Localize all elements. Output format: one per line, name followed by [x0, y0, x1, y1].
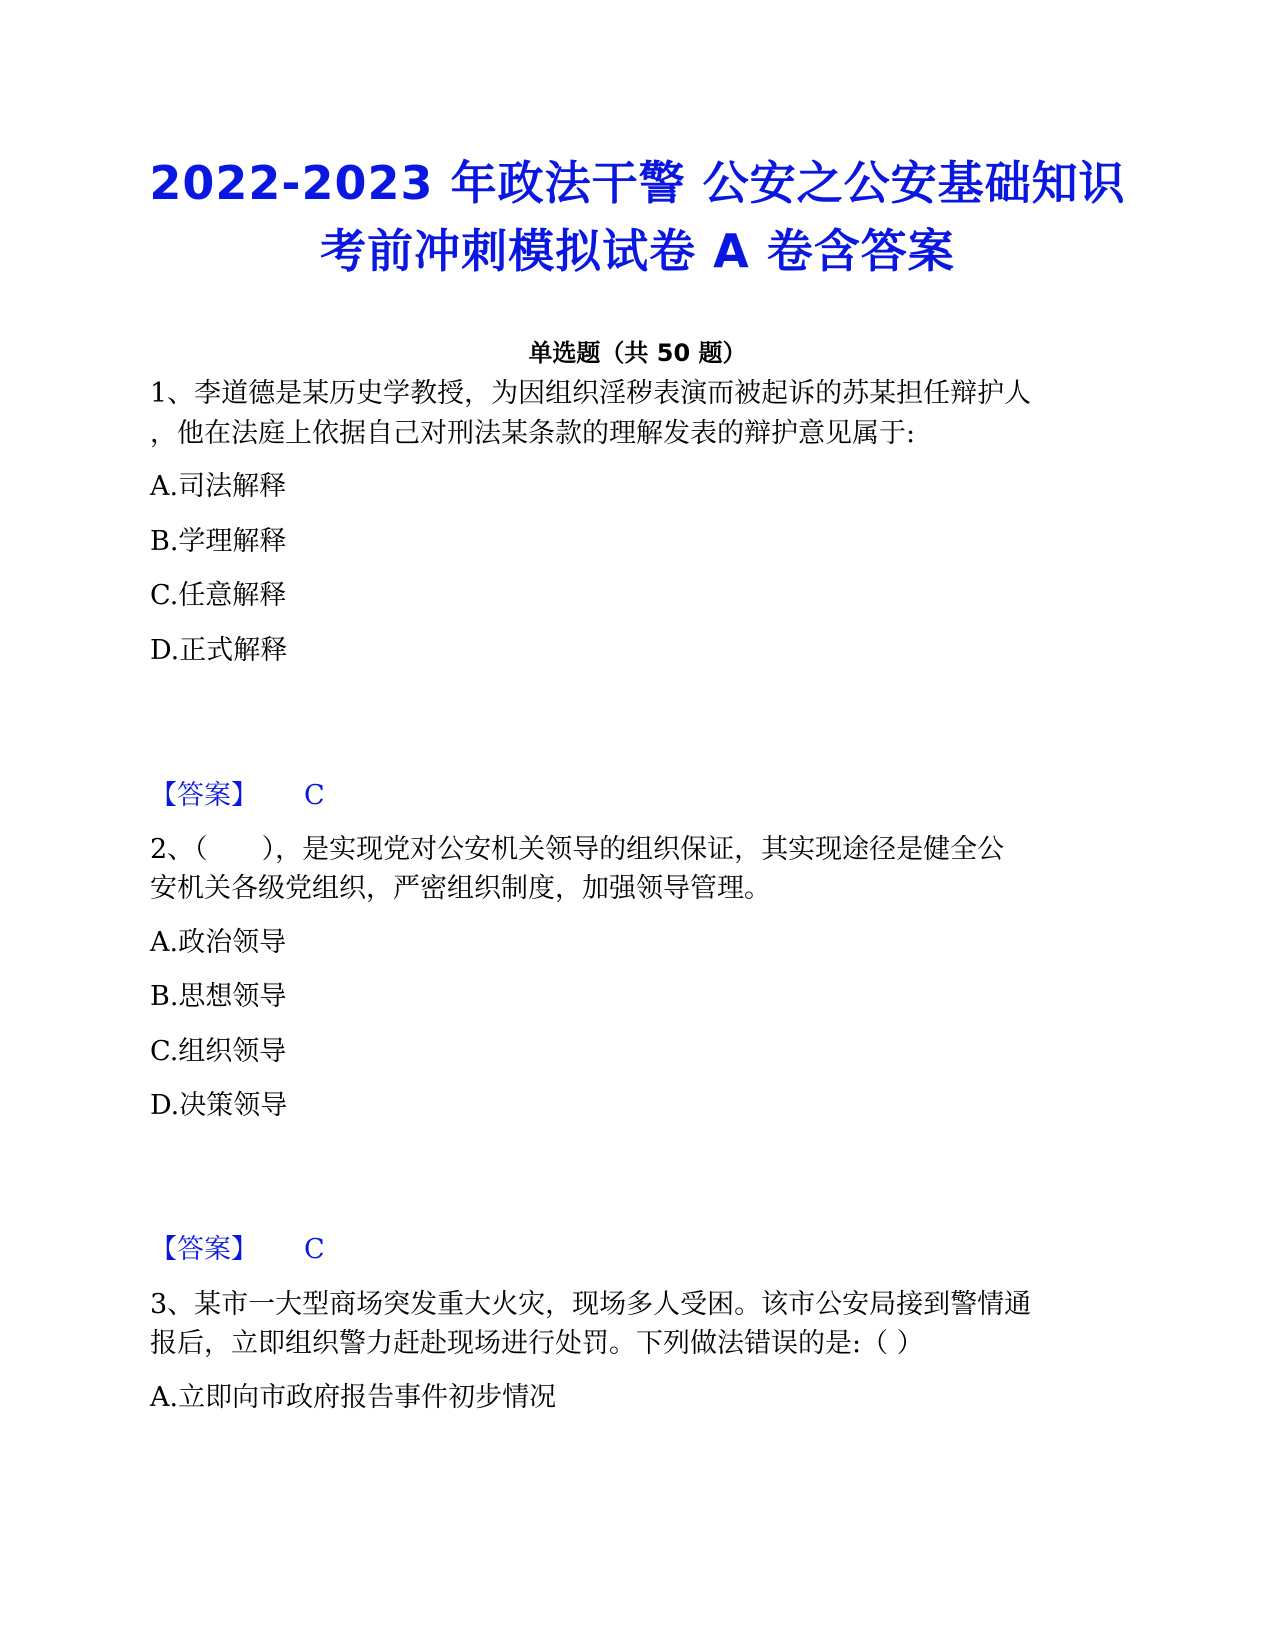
question-1-answer: [150, 776, 325, 816]
question-1-option-c: C.任意解释: [150, 580, 287, 611]
question-2-option-c: C.组织领导: [150, 1036, 287, 1067]
question-2-stem-line-2: 安机关各级党组织，严密组织制度，加强领导管理。: [150, 873, 771, 904]
question-2-option-b: B.思想领导: [150, 981, 287, 1012]
answer-label: 【答案】: [150, 1234, 258, 1265]
question-1-stem-line-1: 1、李道德是某历史学教授，为因组织淫秽表演而被起诉的苏某担任辩护人: [150, 378, 1032, 409]
question-1-option-b: B.学理解释: [150, 526, 287, 557]
answer-value: C: [304, 780, 325, 811]
document-title-line-2: 考前冲刺模拟试卷 A 卷含答案: [320, 224, 955, 278]
question-3-option-a: A.立即向市政府报告事件初步情况: [150, 1382, 557, 1413]
answer-value: C: [304, 1234, 325, 1265]
document-title-line-1: 2022-2023 年政法干警 公安之公安基础知识: [149, 156, 1126, 210]
question-2-stem-line-1: 2、（ ），是实现党对公安机关领导的组织保证，其实现途径是健全公: [150, 834, 1005, 865]
question-2-option-d: D.决策领导: [150, 1090, 288, 1121]
question-1-option-d: D.正式解释: [150, 635, 288, 666]
question-3-stem-line-1: 3、某市一大型商场突发重大火灾，现场多人受困。该市公安局接到警情通: [150, 1289, 1032, 1320]
section-heading: 单选题（共 50 题）: [528, 339, 747, 367]
question-2-answer: [150, 1230, 325, 1270]
question-1-stem-line-2: ，他在法庭上依据自己对刑法某条款的理解发表的辩护意见属于:: [150, 418, 916, 449]
question-1-option-a: A.司法解释: [150, 471, 287, 502]
question-2-option-a: A.政治领导: [150, 927, 287, 958]
answer-label: 【答案】: [150, 780, 258, 811]
question-3-stem-line-2: 报后，立即组织警力赶赴现场进行处罚。下列做法错误的是:（ ）: [150, 1328, 924, 1359]
